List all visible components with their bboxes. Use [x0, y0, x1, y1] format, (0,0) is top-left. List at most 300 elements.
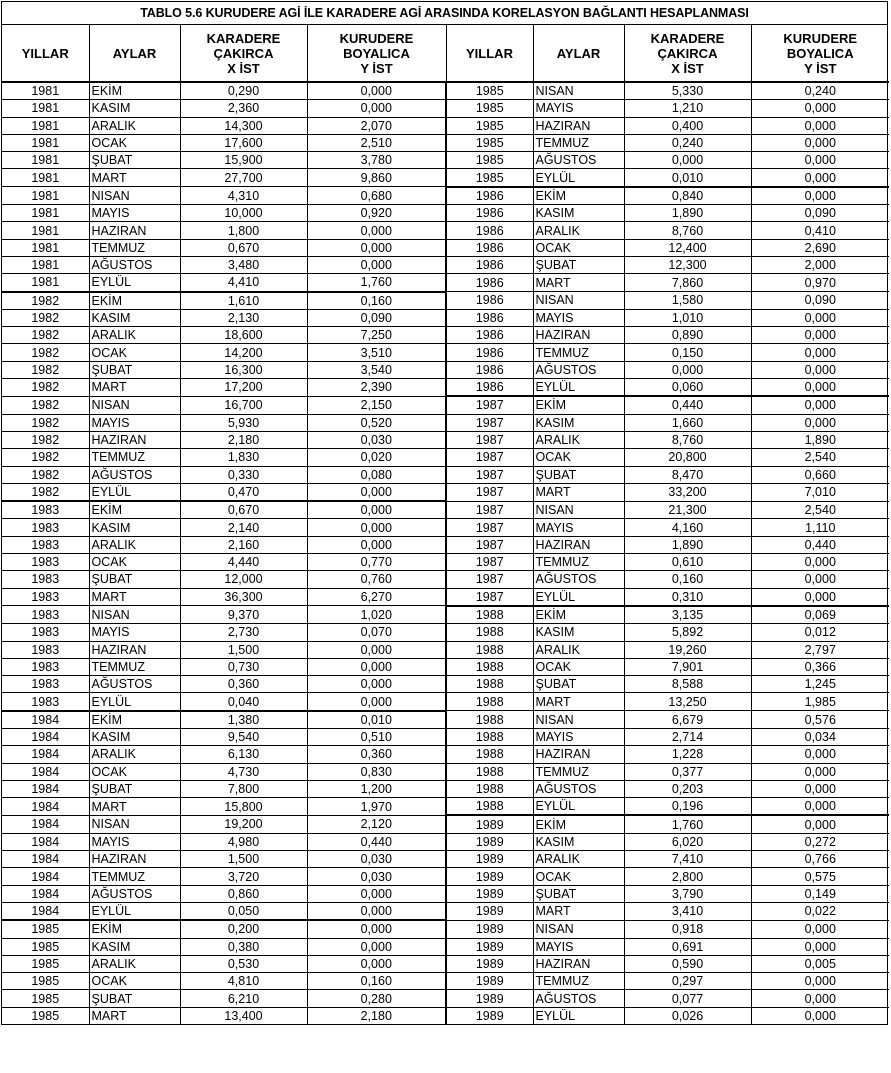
- correlation-table: [2, 25, 889, 1024]
- right-x-value-cell: 0,297: [624, 973, 751, 990]
- right-month-cell: ŞUBAT: [533, 676, 624, 693]
- left-y-value-cell: 0,030: [307, 431, 446, 448]
- left-year-cell: 1984: [2, 815, 89, 833]
- right-month-cell: OCAK: [533, 449, 624, 466]
- right-month-cell: ŞUBAT: [533, 885, 624, 902]
- left-year-cell: 1982: [2, 414, 89, 431]
- header-y-line-1: KURUDERE: [783, 30, 858, 46]
- left-x-value-cell: 0,730: [180, 658, 307, 675]
- left-year-cell: 1983: [2, 641, 89, 658]
- left-y-value-cell: 0,000: [307, 641, 446, 658]
- right-x-value-cell: 6,679: [624, 711, 751, 729]
- left-month-cell: HAZIRAN: [89, 431, 180, 448]
- right-x-value-cell: 1,660: [624, 414, 751, 431]
- right-y-value-cell: 0,000: [751, 361, 889, 378]
- left-month-cell: TEMMUZ: [89, 449, 180, 466]
- left-year-cell: 1982: [2, 483, 89, 501]
- left-x-value-cell: 0,360: [180, 676, 307, 693]
- header-month-right: AYLAR: [533, 25, 624, 82]
- left-month-cell: TEMMUZ: [89, 658, 180, 675]
- left-y-value-cell: 0,000: [307, 256, 446, 273]
- right-y-value-cell: 0,576: [751, 711, 889, 729]
- table-row: [2, 955, 889, 972]
- left-year-cell: 1985: [2, 938, 89, 955]
- right-year-cell: 1986: [446, 361, 533, 378]
- right-x-value-cell: 1,010: [624, 309, 751, 326]
- right-month-cell: KASIM: [533, 414, 624, 431]
- left-y-value-cell: 0,360: [307, 746, 446, 763]
- left-y-value-cell: 9,860: [307, 169, 446, 187]
- table-row: [2, 851, 889, 868]
- left-year-cell: 1981: [2, 82, 89, 100]
- table-row: [2, 938, 889, 955]
- table-row: [2, 501, 889, 519]
- left-y-value-cell: 1,020: [307, 606, 446, 624]
- left-year-cell: 1981: [2, 169, 89, 187]
- right-y-value-cell: 1,245: [751, 676, 889, 693]
- left-y-value-cell: 0,000: [307, 658, 446, 675]
- left-x-value-cell: 19,200: [180, 815, 307, 833]
- right-year-cell: 1987: [446, 536, 533, 553]
- right-x-value-cell: 8,760: [624, 222, 751, 239]
- left-year-cell: 1983: [2, 624, 89, 641]
- right-year-cell: 1989: [446, 902, 533, 920]
- left-month-cell: ARALIK: [89, 117, 180, 134]
- right-month-cell: TEMMUZ: [533, 134, 624, 151]
- left-year-cell: 1983: [2, 554, 89, 571]
- left-y-value-cell: 0,510: [307, 728, 446, 745]
- left-x-value-cell: 0,530: [180, 955, 307, 972]
- right-month-cell: EKİM: [533, 396, 624, 414]
- left-year-cell: 1984: [2, 868, 89, 885]
- left-x-value-cell: 9,370: [180, 606, 307, 624]
- left-year-cell: 1982: [2, 396, 89, 414]
- table-row: [2, 711, 889, 729]
- right-y-value-cell: 0,000: [751, 187, 889, 205]
- right-month-cell: ARALIK: [533, 641, 624, 658]
- left-y-value-cell: 0,000: [307, 100, 446, 117]
- left-month-cell: TEMMUZ: [89, 868, 180, 885]
- right-y-value-cell: 0,000: [751, 100, 889, 117]
- left-y-value-cell: 0,440: [307, 833, 446, 850]
- table-row: [2, 256, 889, 273]
- right-y-value-cell: 0,766: [751, 851, 889, 868]
- left-year-cell: 1983: [2, 588, 89, 606]
- right-x-value-cell: 5,330: [624, 82, 751, 100]
- left-y-value-cell: 6,270: [307, 588, 446, 606]
- left-x-value-cell: 14,200: [180, 344, 307, 361]
- right-year-cell: 1985: [446, 169, 533, 187]
- right-y-value-cell: 0,000: [751, 554, 889, 571]
- right-y-value-cell: 7,010: [751, 483, 889, 501]
- left-year-cell: 1981: [2, 256, 89, 273]
- right-y-value-cell: 0,366: [751, 658, 889, 675]
- left-month-cell: ŞUBAT: [89, 361, 180, 378]
- right-year-cell: 1989: [446, 851, 533, 868]
- right-year-cell: 1989: [446, 938, 533, 955]
- right-x-value-cell: 0,000: [624, 152, 751, 169]
- left-month-cell: EKİM: [89, 82, 180, 100]
- right-year-cell: 1986: [446, 187, 533, 205]
- table-row: [2, 414, 889, 431]
- right-y-value-cell: 1,110: [751, 519, 889, 536]
- table-row: [2, 693, 889, 711]
- right-x-value-cell: 0,840: [624, 187, 751, 205]
- table-row: [2, 239, 889, 256]
- left-year-cell: 1984: [2, 780, 89, 797]
- table-row: [2, 920, 889, 938]
- left-month-cell: EYLÜL: [89, 274, 180, 292]
- right-year-cell: 1988: [446, 624, 533, 641]
- right-x-value-cell: 12,300: [624, 256, 751, 273]
- table-row: [2, 361, 889, 378]
- left-month-cell: ARALIK: [89, 327, 180, 344]
- left-year-cell: 1982: [2, 292, 89, 310]
- right-y-value-cell: 1,985: [751, 693, 889, 711]
- right-month-cell: HAZIRAN: [533, 536, 624, 553]
- right-year-cell: 1987: [446, 519, 533, 536]
- right-month-cell: MAYIS: [533, 728, 624, 745]
- right-y-value-cell: 0,000: [751, 588, 889, 606]
- left-y-value-cell: 0,000: [307, 239, 446, 256]
- left-x-value-cell: 4,440: [180, 554, 307, 571]
- right-month-cell: EYLÜL: [533, 588, 624, 606]
- left-x-value-cell: 1,830: [180, 449, 307, 466]
- right-year-cell: 1989: [446, 990, 533, 1007]
- left-year-cell: 1985: [2, 973, 89, 990]
- left-month-cell: MART: [89, 798, 180, 816]
- left-x-value-cell: 5,930: [180, 414, 307, 431]
- right-y-value-cell: 0,090: [751, 205, 889, 222]
- right-y-value-cell: 0,034: [751, 728, 889, 745]
- right-y-value-cell: 0,000: [751, 309, 889, 326]
- right-y-value-cell: 0,000: [751, 571, 889, 588]
- right-y-value-cell: 0,000: [751, 152, 889, 169]
- right-x-value-cell: 8,588: [624, 676, 751, 693]
- left-year-cell: 1982: [2, 449, 89, 466]
- right-month-cell: HAZIRAN: [533, 746, 624, 763]
- header-x-line-2: ÇAKIRCA: [657, 45, 718, 61]
- right-y-value-cell: 0,000: [751, 379, 889, 397]
- right-year-cell: 1986: [446, 379, 533, 397]
- left-year-cell: 1981: [2, 239, 89, 256]
- table-row: [2, 763, 889, 780]
- left-x-value-cell: 0,200: [180, 920, 307, 938]
- right-month-cell: EYLÜL: [533, 1007, 624, 1024]
- right-x-value-cell: 33,200: [624, 483, 751, 501]
- table-row: [2, 536, 889, 553]
- left-x-value-cell: 4,410: [180, 274, 307, 292]
- right-year-cell: 1986: [446, 205, 533, 222]
- table-row: [2, 309, 889, 326]
- right-x-value-cell: 13,250: [624, 693, 751, 711]
- right-y-value-cell: 0,005: [751, 955, 889, 972]
- left-year-cell: 1984: [2, 833, 89, 850]
- header-y-right: [751, 25, 889, 82]
- left-month-cell: ARALIK: [89, 955, 180, 972]
- right-month-cell: NISAN: [533, 501, 624, 519]
- right-month-cell: MAYIS: [533, 309, 624, 326]
- right-x-value-cell: 0,890: [624, 327, 751, 344]
- right-month-cell: MAYIS: [533, 100, 624, 117]
- left-x-value-cell: 6,130: [180, 746, 307, 763]
- header-month-left: AYLAR: [89, 25, 180, 82]
- left-month-cell: OCAK: [89, 763, 180, 780]
- left-month-cell: MAYIS: [89, 205, 180, 222]
- right-x-value-cell: 0,150: [624, 344, 751, 361]
- left-x-value-cell: 13,400: [180, 1007, 307, 1024]
- right-x-value-cell: 0,610: [624, 554, 751, 571]
- right-year-cell: 1989: [446, 815, 533, 833]
- right-x-value-cell: 20,800: [624, 449, 751, 466]
- left-x-value-cell: 4,980: [180, 833, 307, 850]
- left-year-cell: 1981: [2, 187, 89, 205]
- left-year-cell: 1983: [2, 693, 89, 711]
- right-month-cell: EYLÜL: [533, 379, 624, 397]
- left-year-cell: 1985: [2, 955, 89, 972]
- right-month-cell: EKİM: [533, 606, 624, 624]
- left-x-value-cell: 18,600: [180, 327, 307, 344]
- right-month-cell: ARALIK: [533, 222, 624, 239]
- left-month-cell: ARALIK: [89, 746, 180, 763]
- right-year-cell: 1985: [446, 117, 533, 134]
- table-row: [2, 868, 889, 885]
- right-year-cell: 1987: [446, 501, 533, 519]
- left-x-value-cell: 1,380: [180, 711, 307, 729]
- table-row: [2, 117, 889, 134]
- right-year-cell: 1986: [446, 274, 533, 292]
- left-month-cell: NISAN: [89, 396, 180, 414]
- header-y-line-3: Y İST: [804, 60, 837, 76]
- right-y-value-cell: 0,000: [751, 117, 889, 134]
- left-y-value-cell: 2,510: [307, 134, 446, 151]
- table-row: [2, 746, 889, 763]
- left-year-cell: 1984: [2, 763, 89, 780]
- left-month-cell: ŞUBAT: [89, 780, 180, 797]
- right-x-value-cell: 3,135: [624, 606, 751, 624]
- table-row: [2, 292, 889, 310]
- correlation-table-sheet: [1, 1, 888, 1025]
- left-month-cell: EKİM: [89, 501, 180, 519]
- right-y-value-cell: 0,012: [751, 624, 889, 641]
- table-row: [2, 327, 889, 344]
- table-row: [2, 152, 889, 169]
- right-month-cell: MART: [533, 902, 624, 920]
- right-x-value-cell: 0,400: [624, 117, 751, 134]
- left-month-cell: KASIM: [89, 938, 180, 955]
- right-month-cell: NISAN: [533, 711, 624, 729]
- right-year-cell: 1987: [446, 449, 533, 466]
- left-month-cell: OCAK: [89, 134, 180, 151]
- right-year-cell: 1985: [446, 100, 533, 117]
- header-y-left: [307, 25, 446, 82]
- left-x-value-cell: 0,670: [180, 239, 307, 256]
- left-y-value-cell: 2,180: [307, 1007, 446, 1024]
- table-row: [2, 780, 889, 797]
- right-y-value-cell: 0,000: [751, 938, 889, 955]
- left-x-value-cell: 0,050: [180, 902, 307, 920]
- right-x-value-cell: 7,860: [624, 274, 751, 292]
- right-year-cell: 1987: [446, 588, 533, 606]
- left-y-value-cell: 1,200: [307, 780, 446, 797]
- left-y-value-cell: 0,770: [307, 554, 446, 571]
- right-month-cell: AĞUSTOS: [533, 152, 624, 169]
- right-year-cell: 1986: [446, 309, 533, 326]
- right-year-cell: 1989: [446, 955, 533, 972]
- left-month-cell: NISAN: [89, 815, 180, 833]
- table-row: [2, 100, 889, 117]
- left-month-cell: EYLÜL: [89, 902, 180, 920]
- left-x-value-cell: 2,130: [180, 309, 307, 326]
- left-year-cell: 1985: [2, 990, 89, 1007]
- left-x-value-cell: 0,040: [180, 693, 307, 711]
- right-y-value-cell: 0,000: [751, 396, 889, 414]
- left-x-value-cell: 1,800: [180, 222, 307, 239]
- left-y-value-cell: 0,090: [307, 309, 446, 326]
- table-row: [2, 554, 889, 571]
- right-x-value-cell: 0,026: [624, 1007, 751, 1024]
- table-row: [2, 187, 889, 205]
- right-month-cell: ARALIK: [533, 431, 624, 448]
- table-row: [2, 379, 889, 397]
- right-y-value-cell: 0,000: [751, 973, 889, 990]
- left-x-value-cell: 1,500: [180, 641, 307, 658]
- table-row: [2, 885, 889, 902]
- header-y-line-3: Y İST: [360, 60, 393, 76]
- left-x-value-cell: 2,360: [180, 100, 307, 117]
- left-year-cell: 1983: [2, 519, 89, 536]
- table-row: [2, 815, 889, 833]
- right-month-cell: EKİM: [533, 187, 624, 205]
- left-year-cell: 1984: [2, 885, 89, 902]
- right-x-value-cell: 0,010: [624, 169, 751, 187]
- right-month-cell: EYLÜL: [533, 169, 624, 187]
- right-x-value-cell: 1,890: [624, 536, 751, 553]
- left-month-cell: ŞUBAT: [89, 990, 180, 1007]
- right-x-value-cell: 3,790: [624, 885, 751, 902]
- right-x-value-cell: 1,760: [624, 815, 751, 833]
- left-month-cell: EKİM: [89, 920, 180, 938]
- left-x-value-cell: 1,500: [180, 851, 307, 868]
- right-year-cell: 1986: [446, 327, 533, 344]
- left-month-cell: AĞUSTOS: [89, 676, 180, 693]
- right-year-cell: 1987: [446, 396, 533, 414]
- right-x-value-cell: 0,590: [624, 955, 751, 972]
- right-x-value-cell: 0,203: [624, 780, 751, 797]
- left-y-value-cell: 0,000: [307, 902, 446, 920]
- left-year-cell: 1981: [2, 134, 89, 151]
- right-x-value-cell: 8,760: [624, 431, 751, 448]
- left-y-value-cell: 0,000: [307, 938, 446, 955]
- left-x-value-cell: 36,300: [180, 588, 307, 606]
- right-year-cell: 1986: [446, 222, 533, 239]
- right-x-value-cell: 2,800: [624, 868, 751, 885]
- right-month-cell: MART: [533, 693, 624, 711]
- left-y-value-cell: 0,000: [307, 676, 446, 693]
- left-y-value-cell: 0,280: [307, 990, 446, 1007]
- right-y-value-cell: 0,000: [751, 815, 889, 833]
- left-year-cell: 1983: [2, 571, 89, 588]
- left-x-value-cell: 0,670: [180, 501, 307, 519]
- left-y-value-cell: 3,510: [307, 344, 446, 361]
- right-month-cell: ARALIK: [533, 851, 624, 868]
- right-y-value-cell: 0,240: [751, 82, 889, 100]
- left-y-value-cell: 0,000: [307, 693, 446, 711]
- right-x-value-cell: 12,400: [624, 239, 751, 256]
- right-month-cell: OCAK: [533, 868, 624, 885]
- table-row: [2, 431, 889, 448]
- table-row: [2, 588, 889, 606]
- header-y-line-2: BOYALICA: [343, 45, 410, 61]
- left-year-cell: 1982: [2, 361, 89, 378]
- left-year-cell: 1981: [2, 117, 89, 134]
- left-y-value-cell: 0,000: [307, 82, 446, 100]
- right-y-value-cell: 0,000: [751, 327, 889, 344]
- left-x-value-cell: 0,290: [180, 82, 307, 100]
- table-body: [2, 82, 889, 1024]
- right-y-value-cell: 0,149: [751, 885, 889, 902]
- right-month-cell: TEMMUZ: [533, 554, 624, 571]
- left-month-cell: EYLÜL: [89, 483, 180, 501]
- right-x-value-cell: 7,901: [624, 658, 751, 675]
- right-y-value-cell: 0,660: [751, 466, 889, 483]
- left-month-cell: MAYIS: [89, 624, 180, 641]
- left-y-value-cell: 0,000: [307, 483, 446, 501]
- header-x-line-1: KARADERE: [650, 30, 725, 46]
- left-y-value-cell: 0,000: [307, 222, 446, 239]
- left-year-cell: 1984: [2, 798, 89, 816]
- right-year-cell: 1988: [446, 728, 533, 745]
- left-x-value-cell: 7,800: [180, 780, 307, 797]
- left-y-value-cell: 0,030: [307, 868, 446, 885]
- left-y-value-cell: 1,970: [307, 798, 446, 816]
- left-year-cell: 1984: [2, 902, 89, 920]
- right-year-cell: 1985: [446, 82, 533, 100]
- left-y-value-cell: 1,760: [307, 274, 446, 292]
- right-year-cell: 1985: [446, 152, 533, 169]
- left-x-value-cell: 12,000: [180, 571, 307, 588]
- left-x-value-cell: 27,700: [180, 169, 307, 187]
- right-year-cell: 1989: [446, 920, 533, 938]
- right-year-cell: 1989: [446, 885, 533, 902]
- left-month-cell: KASIM: [89, 728, 180, 745]
- right-y-value-cell: 0,000: [751, 134, 889, 151]
- left-y-value-cell: 0,070: [307, 624, 446, 641]
- right-month-cell: TEMMUZ: [533, 344, 624, 361]
- right-x-value-cell: 4,160: [624, 519, 751, 536]
- left-y-value-cell: 0,000: [307, 885, 446, 902]
- right-y-value-cell: 0,000: [751, 746, 889, 763]
- right-year-cell: 1989: [446, 973, 533, 990]
- left-x-value-cell: 2,140: [180, 519, 307, 536]
- table-row: [2, 798, 889, 816]
- left-x-value-cell: 4,810: [180, 973, 307, 990]
- right-x-value-cell: 0,691: [624, 938, 751, 955]
- left-x-value-cell: 6,210: [180, 990, 307, 1007]
- right-y-value-cell: 2,797: [751, 641, 889, 658]
- right-x-value-cell: 0,077: [624, 990, 751, 1007]
- left-y-value-cell: 7,250: [307, 327, 446, 344]
- right-year-cell: 1988: [446, 606, 533, 624]
- left-month-cell: ŞUBAT: [89, 571, 180, 588]
- right-y-value-cell: 0,000: [751, 763, 889, 780]
- right-year-cell: 1989: [446, 868, 533, 885]
- right-month-cell: TEMMUZ: [533, 763, 624, 780]
- right-y-value-cell: 0,069: [751, 606, 889, 624]
- left-x-value-cell: 17,200: [180, 379, 307, 397]
- left-month-cell: KASIM: [89, 309, 180, 326]
- left-month-cell: MAYIS: [89, 833, 180, 850]
